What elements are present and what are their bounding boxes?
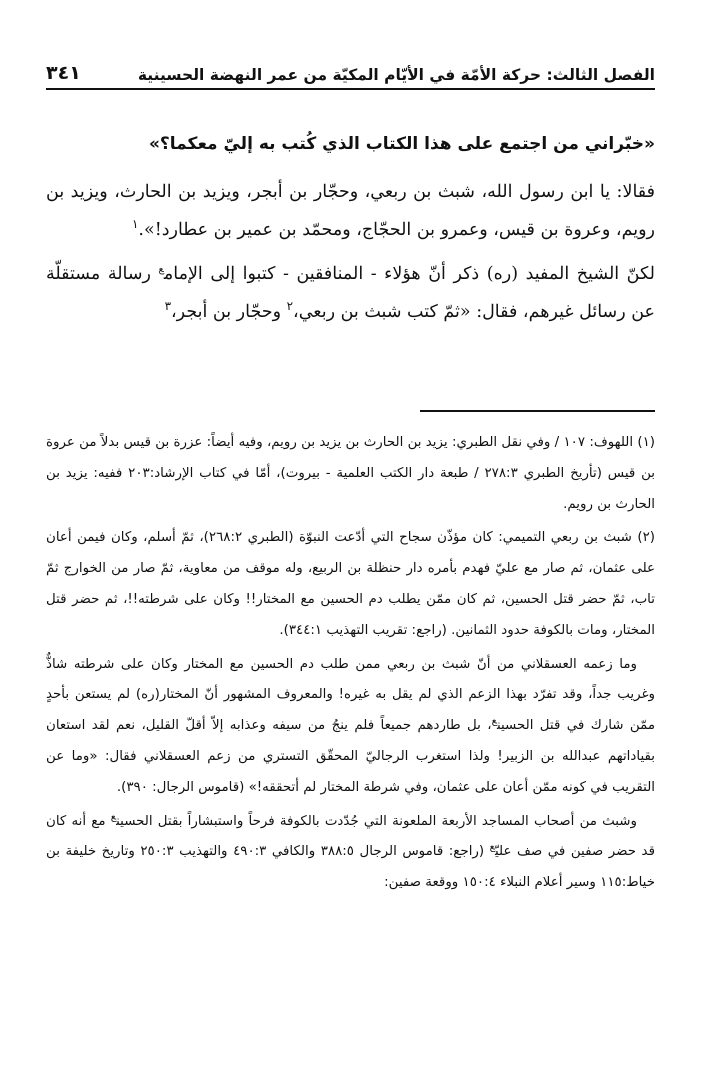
footnote-ref-2: ٢ bbox=[286, 299, 294, 314]
paragraph-mufid-text-2: رسالة مستقلّة عن رسائل غيرهم، فقال: «ثمّ كتب شبث بن ربعي، bbox=[46, 264, 655, 322]
footnote-4-text-3: (راجع: قاموس الرجال ٣٨٨:٥ والكافي ٤٩٠:٣ والتهذيب ٢٥٠:٣ وتاريخ خليفة بن خياط:١١٥ وسير أعلام النبلاء ١٥٠:٤ ووقعة صفين: bbox=[46, 844, 655, 891]
honorific-symbol: ع bbox=[110, 811, 117, 823]
footnote-2: (٢) شبث بن ربعي التميمي: كان مؤذّن سجاح التي أدّعت النبوّة (الطبري ٢٦٨:٢)، ثمّ أسلم، وكان فيمن أعان على عثمان، ثم صار مع عليّ فهدم بأمره دار حنظلة بن الربيع، وله موقف من معاوية، ثمّ صار من الخوارج ثمّ تاب، ثمّ حضر قتل الحسين، ثم كان ممّن يطلب دم الحسين مع المختار!! وكان على شرطته!!، ثم حضر قتل المختار، ومات بالكوفة حدود الثمانين. (راجع: تقريب التهذيب ٣٤٤:١). bbox=[46, 530, 655, 638]
chapter-title: الفصل الثالث: حركة الأمّة في الأيّام المكيّة من عمر النهضة الحسينية bbox=[137, 66, 655, 84]
paragraph-mufid bbox=[46, 255, 655, 331]
page-number: ٣٤١ bbox=[46, 62, 81, 84]
footnote-ref-3: ٣ bbox=[164, 299, 172, 314]
quoted-question: «خبّراني من اجتمع على هذا الكتاب الذي كُتب به إليّ معكما؟» bbox=[148, 134, 655, 154]
footnote-ref-1: ١ bbox=[131, 217, 139, 232]
footnote-3-text-2: ، بل طاردهم جميعاً فلم ينجُ من سيفه وعذابه إلاّ أقلّ القليل، نعم لقد استعان بقياداتهم عبدالله بن الزبير! ولذا استغرب الرجاليّ المحقّق التستري من زعم العسقلاني فقال: «وما عن التقريب في كونه ممّن أعان على عثمان، وفي شرطة المختار لم أتحققه!» (قاموس الرجال: ٣٩٠). bbox=[46, 718, 655, 795]
paragraph-names bbox=[46, 173, 655, 249]
footnote-4-text-2: مع أنه كان قد حضر صفين في صف عليّ bbox=[46, 813, 655, 860]
footnote-3 bbox=[46, 650, 655, 804]
main-text bbox=[46, 125, 655, 337]
honorific-symbol: ع bbox=[158, 264, 164, 276]
footnote-4 bbox=[46, 807, 655, 899]
paragraph-names-text: فقالا: يا ابن رسول الله، شبث بن ربعي، وحجّار بن أبجر، ويزيد بن الحارث، ويزيد بن رويم، وعروة بن قيس، وعمرو بن الحجّاج، ومحمّد بن عمير بن عطارد!». bbox=[46, 182, 655, 240]
honorific-symbol: ع bbox=[491, 715, 497, 727]
footnote-1: (١) اللهوف: ١٠٧ / وفي نقل الطبري: يزيد بن الحارث بن يزيد بن رويم، وفيه أيضاً: عزرة بن قيس بدلاً من عروة بن قيس (تأريخ الطبري ٢٧٨:٣ / طبعة دار الكتب العلمية - بيروت)، أمّا في كتاب الإرشاد:٢٠٣ ففيه: يزيد بن الحارث بن رويم. bbox=[46, 435, 656, 512]
honorific-symbol: ع bbox=[489, 841, 495, 853]
footnote-3-text-1: وما زعمه العسقلاني من أنّ شبث بن ربعي ممن طلب دم الحسين مع المختار وكان على شرطته شاذٌّ وغريب جداً، وقد تفرّد بهذا الزعم الذي لم يقل به غيره! والمعروف المشهور أنّ المختار(ره) لم يستعن بأحدٍ ممّن شارك في قتل الحسين bbox=[46, 656, 655, 734]
running-header bbox=[46, 54, 655, 90]
footnote-4-text-1: وشبث من أصحاب المساجد الأربعة الملعونة التي جُدّدت بالكوفة فرحاً واستبشاراً بقتل الحسين bbox=[116, 813, 637, 829]
book-page bbox=[46, 0, 655, 1075]
paragraph-mufid-text-1: لكنّ الشيخ المفيد (ره) ذكر أنّ هؤلاء - المنافقين - كتبوا إلى الإمام bbox=[163, 264, 655, 284]
footnotes bbox=[46, 428, 655, 902]
footnote-divider bbox=[420, 410, 655, 412]
paragraph-mufid-text-3: وحجّار بن أبجر، bbox=[171, 302, 287, 322]
